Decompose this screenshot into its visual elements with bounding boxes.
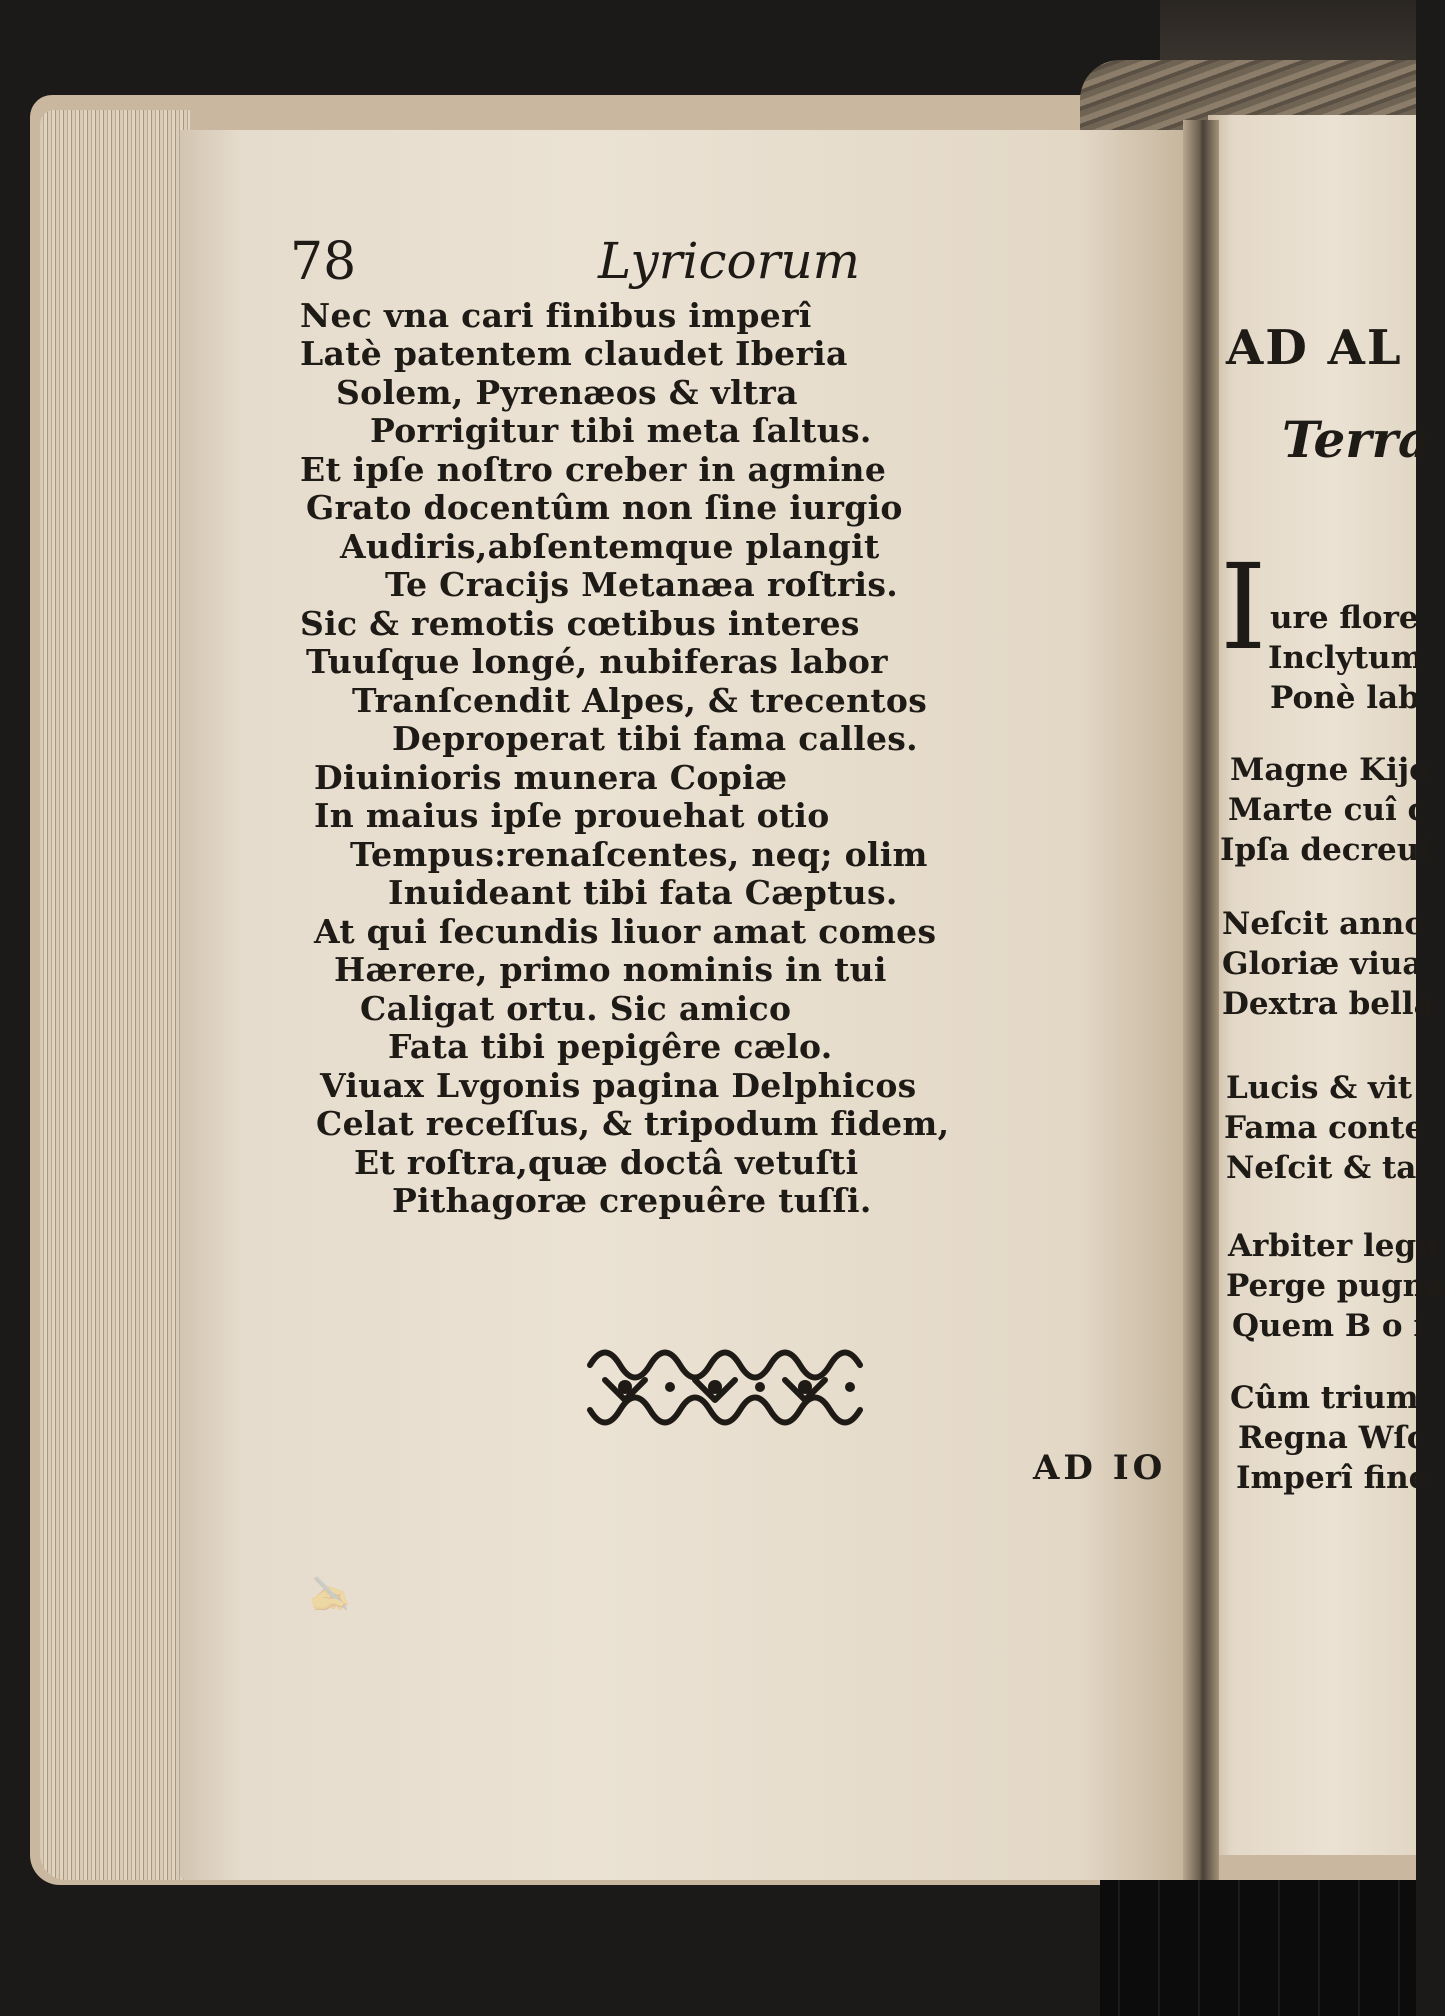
right-page-line: ure flore — [1270, 600, 1419, 636]
poem-line: Et roſtra,quæ doctâ vetuſti — [354, 1143, 859, 1182]
poem-line: Celat receſſus, & tripodum fidem, — [316, 1104, 950, 1143]
right-page — [1208, 115, 1416, 1855]
right-page-line: Quem B o i — [1232, 1308, 1426, 1344]
right-page-line: Neſcit anno — [1222, 906, 1425, 942]
right-page-line: Ponè lab — [1270, 680, 1420, 716]
drop-initial: I — [1220, 538, 1267, 676]
poem-line: Viuax Lvgonis pagina Delphicos — [320, 1066, 917, 1105]
right-page-line: Cûm trium — [1230, 1380, 1419, 1416]
right-page-line: Lucis & vit — [1226, 1070, 1413, 1106]
poem-line: Latè patentem claudet Iberia — [300, 334, 848, 373]
poem-line: Audiris,abſentemque plangit — [340, 527, 880, 566]
right-page-line: Imperî fine — [1236, 1460, 1429, 1496]
right-page-line: Perge pugna — [1226, 1268, 1445, 1304]
poem-line: Et ipſe noſtro creber in agmine — [300, 450, 887, 489]
right-page-line: Marte cuî c — [1228, 792, 1427, 828]
poem-line: In maius ipſe prouehat otio — [314, 796, 830, 835]
page-edges — [40, 110, 190, 1880]
right-page-line: Regna Wſc — [1238, 1420, 1426, 1456]
right-page-line: Ipſa decreui — [1220, 832, 1432, 868]
poem-line: Diuinioris munera Copiæ — [314, 758, 788, 797]
poem-line: Porrigitur tibi meta ſaltus. — [370, 411, 872, 450]
gutter — [1183, 120, 1219, 1885]
poem-line: Deproperat tibi fama calles. — [392, 719, 918, 758]
poem-line: Tempus:renaſcentes, neq; olim — [350, 835, 928, 874]
right-page-subheading: Terra — [1282, 410, 1431, 469]
poem-line: At qui ſecundis liuor amat comes — [314, 912, 937, 951]
page-number: 78 — [290, 232, 357, 292]
right-page-line: Magne Kijo — [1230, 752, 1430, 788]
poem-line: Sic & remotis cœtibus interes — [300, 604, 860, 643]
right-page-line: Inclytum — [1268, 640, 1424, 676]
book-cover-bottom — [1100, 1880, 1416, 2016]
running-head: Lyricorum — [598, 232, 861, 290]
poem-line: Pithagoræ crepuêre tuſſi. — [392, 1181, 872, 1220]
right-page-line: Gloriæ viua — [1222, 946, 1423, 982]
poem-line: Hærere, primo nominis in tui — [334, 950, 887, 989]
catchword: AD IO — [1033, 1448, 1167, 1488]
poem-line: Inuideant tibi fata Cæptus. — [388, 873, 898, 912]
right-page-line: Arbiter legu — [1228, 1228, 1439, 1264]
poem-line: Fata tibi pepigêre cælo. — [388, 1027, 833, 1066]
poem-line: Caligat ortu. Sic amico — [360, 989, 792, 1028]
poem-line: Nec vna cari finibus imperî — [300, 296, 812, 335]
right-page-line: Dextra bella — [1222, 986, 1434, 1022]
poem-line: Solem, Pyrenæos & vltra — [336, 373, 798, 412]
ornament-icon — [580, 1335, 880, 1435]
right-page-line: Fama conte — [1224, 1110, 1425, 1146]
poem-line: Te Cracijs Metanæa roſtris. — [385, 565, 899, 604]
poem-line: Grato docentûm non ſine iurgio — [306, 488, 903, 527]
right-page-heading: AD AL — [1226, 320, 1403, 376]
poem-line: Tranſcendit Alpes, & trecentos — [352, 681, 928, 720]
poem-line: Tuuſque longé, nubiferas labor — [306, 642, 888, 681]
right-page-line: Neſcit & ta — [1226, 1150, 1417, 1186]
show-through-mark: ✍ — [310, 1575, 353, 1615]
